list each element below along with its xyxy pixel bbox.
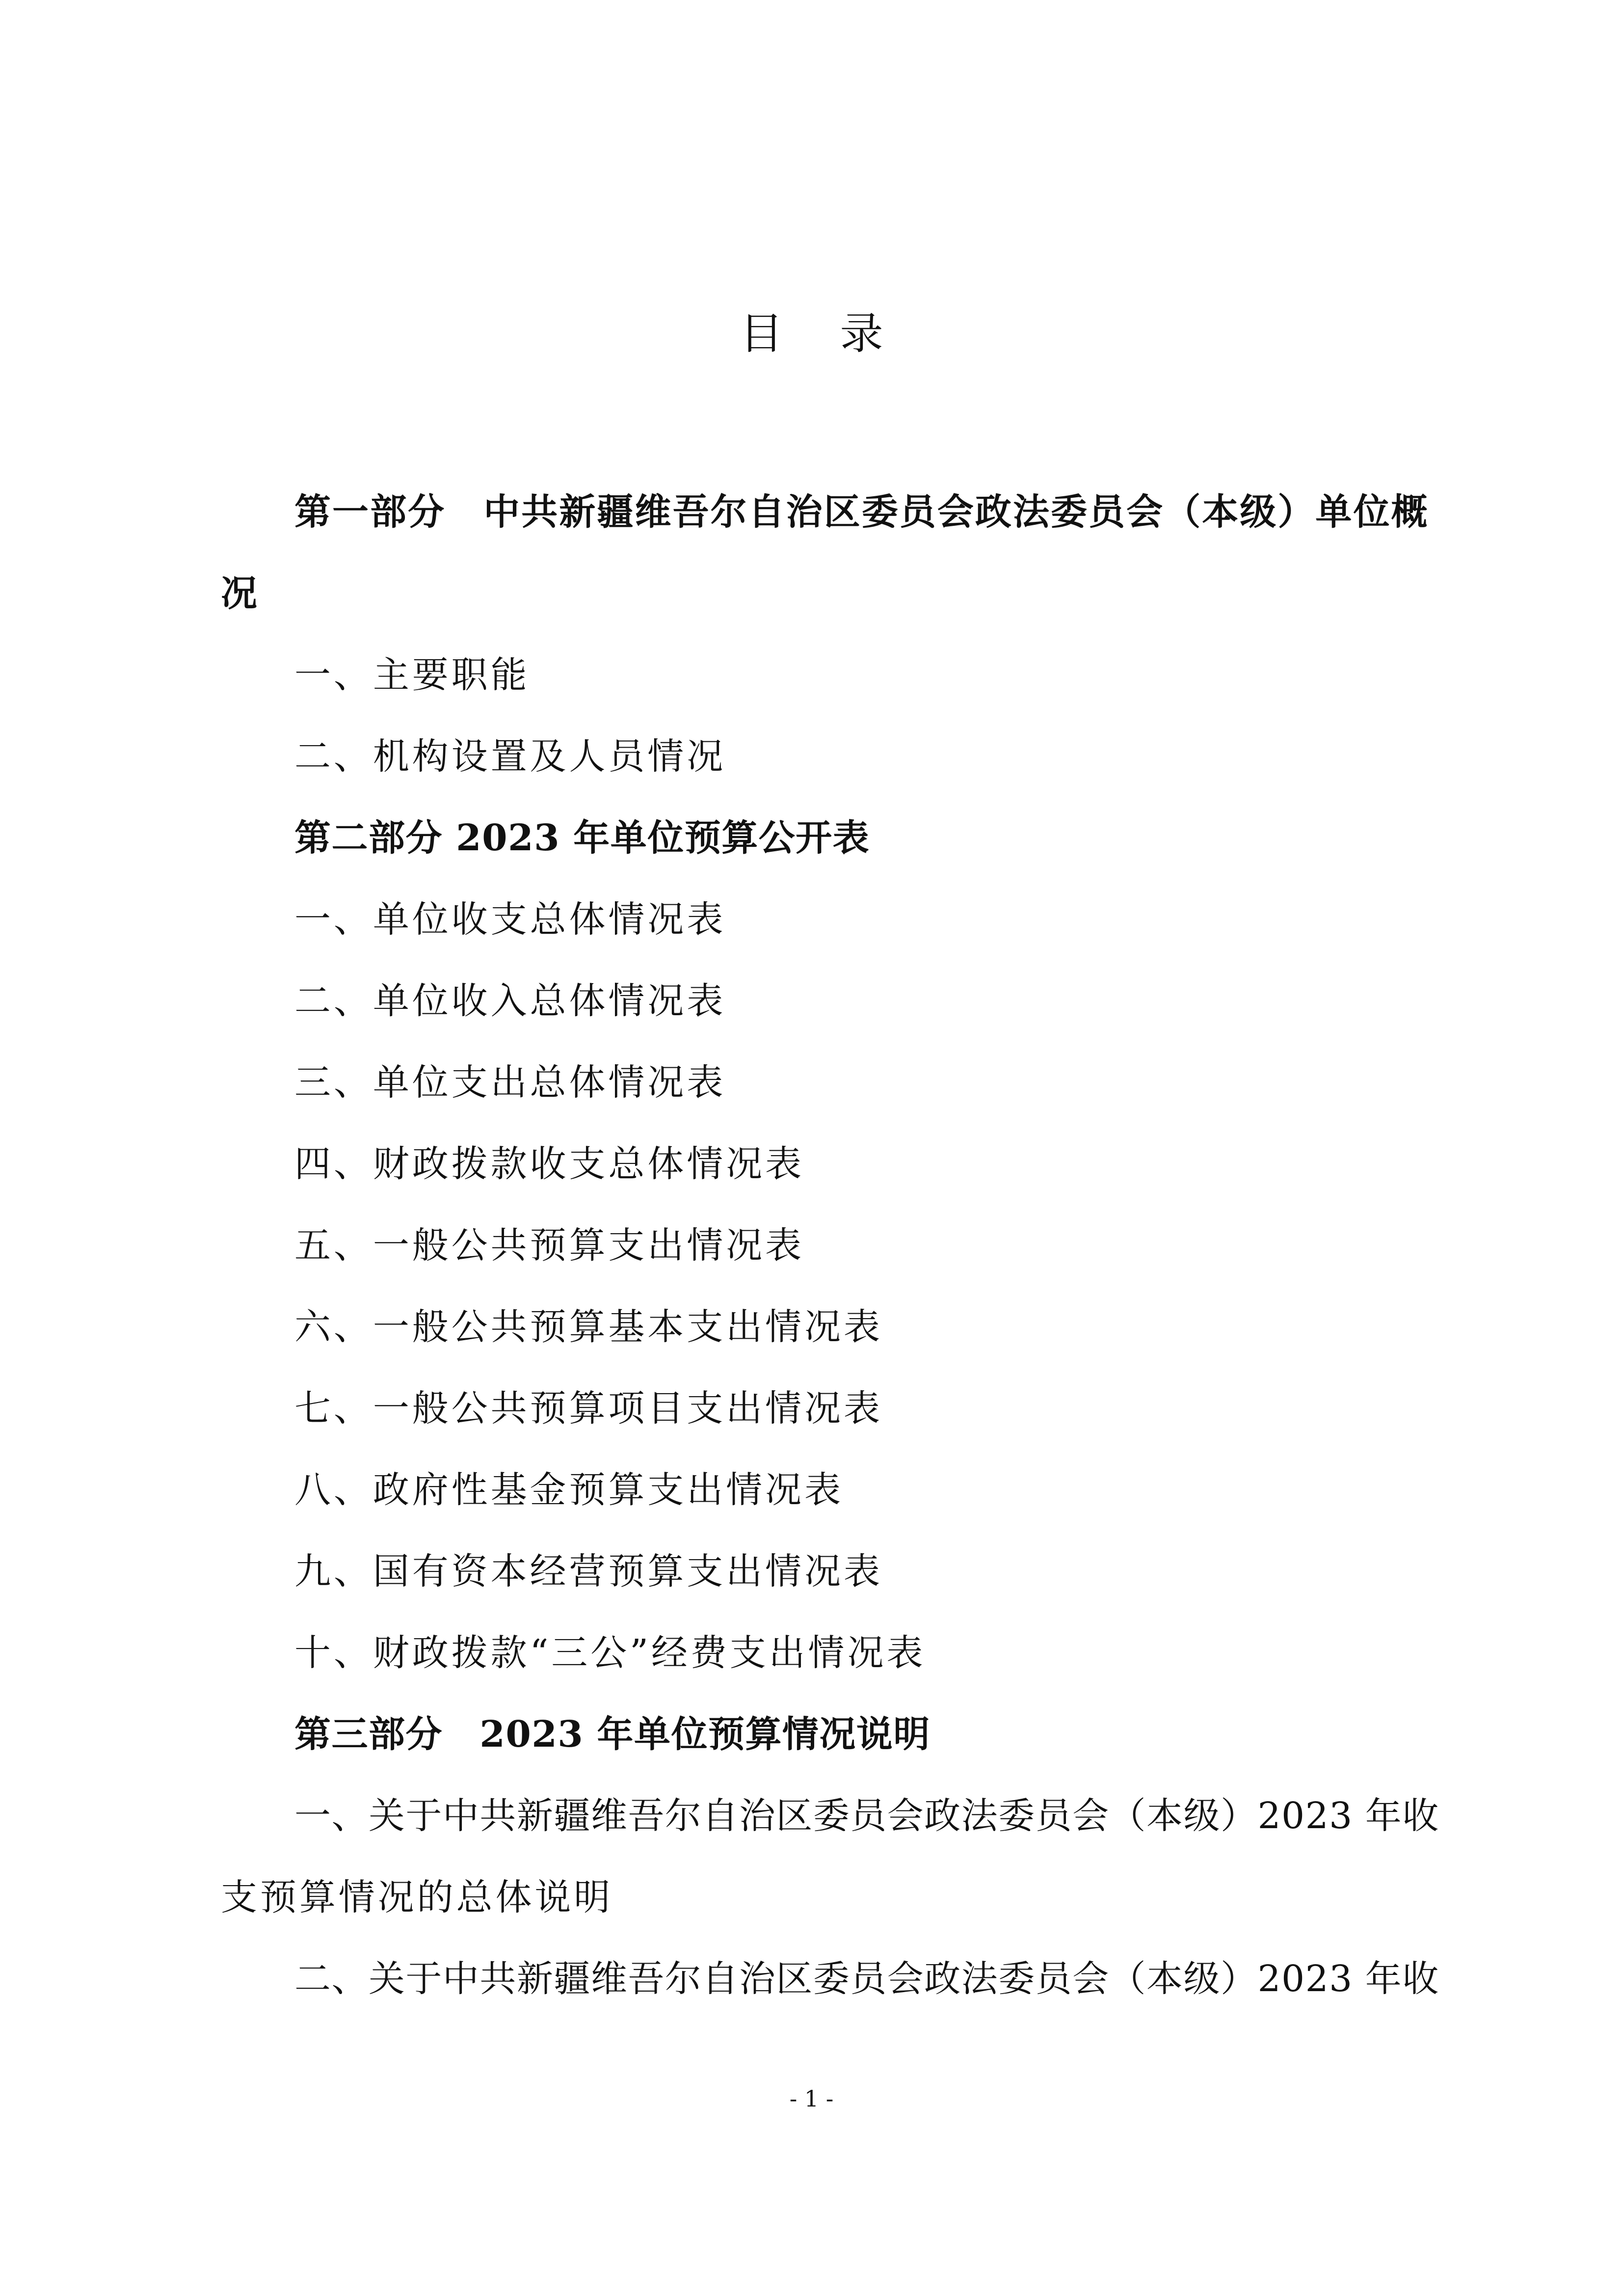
toc-part2-item-2[interactable]: 二、单位收入总体情况表 [294, 980, 726, 1022]
toc-part1-heading[interactable]: 第一部分 中共新疆维吾尔自治区委员会政法委员会（本级）单位概 [294, 491, 1428, 533]
toc-part3-item-1[interactable]: 一、关于中共新疆维吾尔自治区委员会政法委员会（本级）2023 年收 [294, 1795, 1439, 1837]
toc-part2-item-9[interactable]: 九、国有资本经营预算支出情况表 [294, 1550, 883, 1593]
toc-part1-item-2[interactable]: 二、机构设置及人员情况 [294, 735, 726, 778]
toc-part2-item-4[interactable]: 四、财政拨款收支总体情况表 [294, 1143, 804, 1185]
toc-part3-item-1-cont[interactable]: 支预算情况的总体说明 [221, 1876, 613, 1918]
toc-part3-heading[interactable]: 第三部分 2023 年单位预算情况说明 [294, 1713, 931, 1756]
toc-part2-item-5[interactable]: 五、一般公共预算支出情况表 [294, 1224, 804, 1267]
toc-part2-heading[interactable]: 第二部分 2023 年单位预算公开表 [294, 817, 870, 859]
page-title: 目 录 [740, 308, 905, 359]
toc-part1-item-1[interactable]: 一、主要职能 [294, 654, 530, 696]
toc-part2-item-8[interactable]: 八、政府性基金预算支出情况表 [294, 1469, 844, 1511]
toc-part3-item-2[interactable]: 二、关于中共新疆维吾尔自治区委员会政法委员会（本级）2023 年收 [294, 1958, 1439, 2000]
toc-part2-item-3[interactable]: 三、单位支出总体情况表 [294, 1061, 726, 1104]
toc-part2-item-1[interactable]: 一、单位收支总体情况表 [294, 898, 726, 941]
table-of-contents [221, 471, 1439, 2020]
toc-part2-item-6[interactable]: 六、一般公共预算基本支出情况表 [294, 1306, 883, 1348]
toc-part2-item-7[interactable]: 七、一般公共预算项目支出情况表 [294, 1387, 883, 1430]
toc-part2-item-10[interactable]: 十、财政拨款“三公”经费支出情况表 [294, 1632, 926, 1674]
page-number: - 1 - [789, 2085, 834, 2112]
toc-part1-heading-cont[interactable]: 况 [221, 572, 258, 615]
